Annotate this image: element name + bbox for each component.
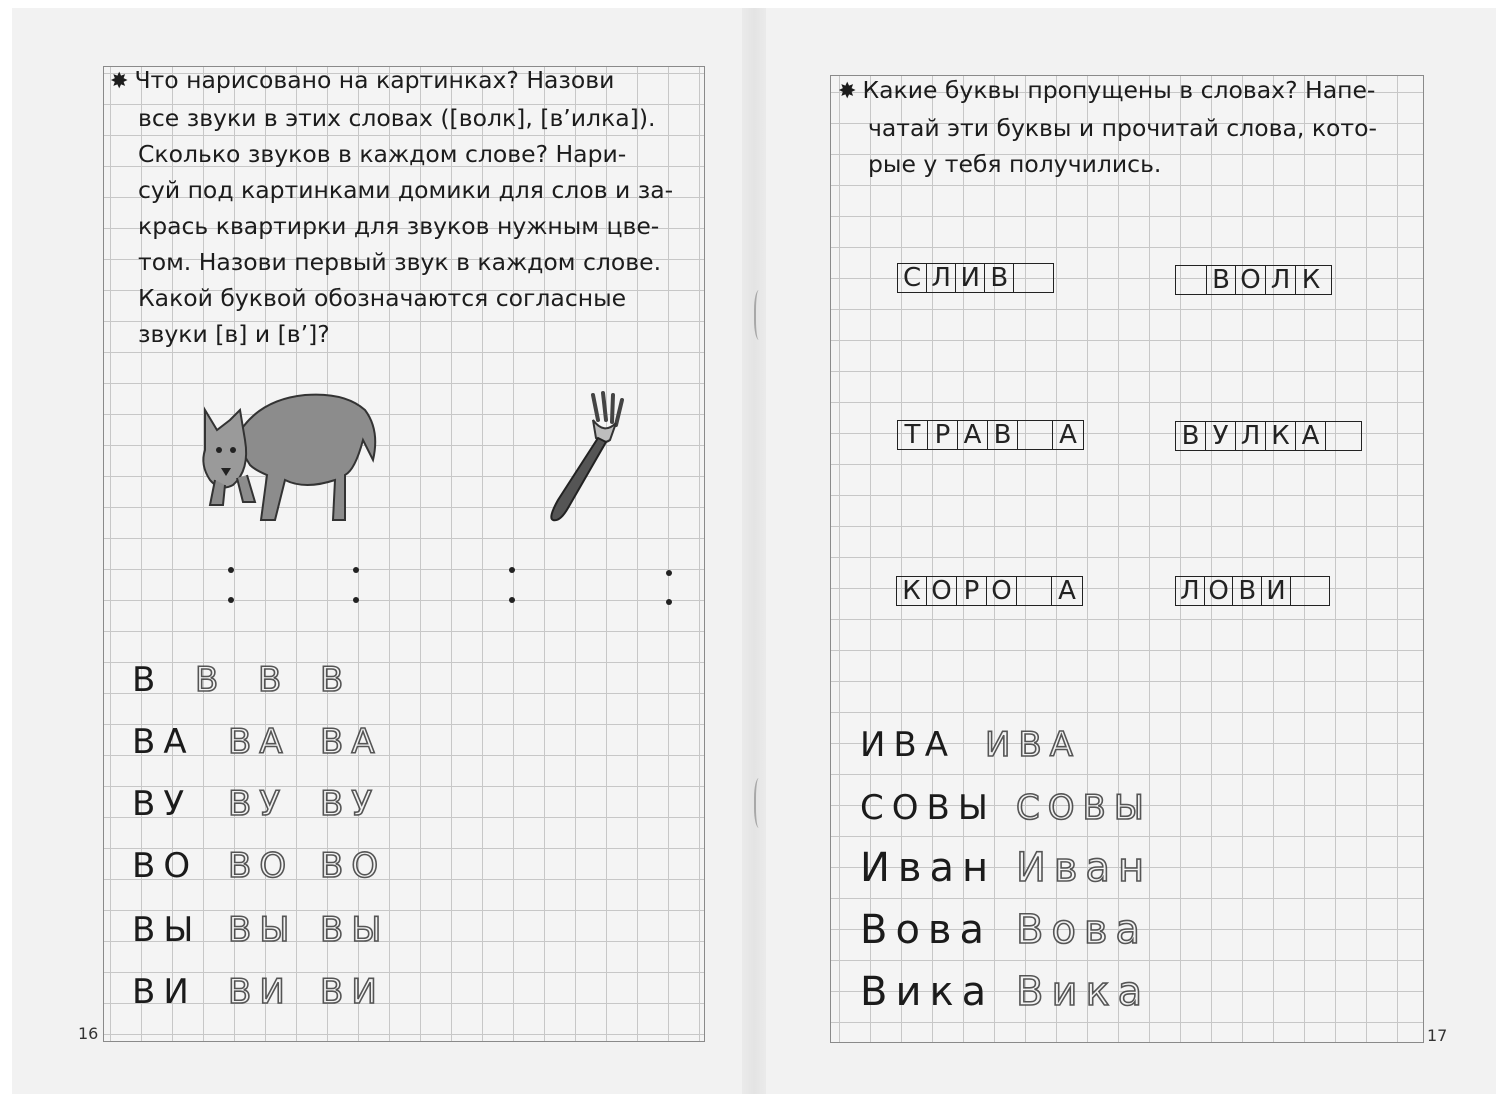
staple-top [754,290,766,340]
task-line: крась квартирки для звуков нужным цве- [138,212,660,240]
writing-row [132,660,163,700]
fork-illustration [538,390,628,525]
task-line: звуки [в] и [в’]? [138,320,330,348]
letter-cell: А [1296,422,1326,450]
letter-cell: Л [927,264,956,292]
page-number-right: 17 [1427,1026,1448,1045]
letter-cell: Л [1236,422,1266,450]
traced-syllable: ВУ [228,784,289,824]
letter-cell: О [927,577,957,605]
page-number-left: 16 [78,1024,99,1043]
traced-syllable: В [320,660,352,700]
sample-syllable: ВИ [132,972,197,1012]
sample-word: Вика [860,969,995,1015]
traced-syllable: ВЫ [228,910,298,950]
word-box [897,263,1054,293]
traced-word: Вика [1016,969,1151,1015]
letter-cell: А [1058,576,1076,606]
task-line: том. Назови первый звук в каждом слове. [138,248,662,276]
task-line: рые у тебя получились. [868,150,1162,178]
word-box [897,420,1084,450]
letter-cell: Л [1266,266,1296,294]
sample-syllable: ВА [132,722,195,762]
word-box [1175,265,1332,295]
letter-cell: Р [928,421,958,449]
traced-word: СОВЫ [1016,788,1152,828]
missing-letter-cell[interactable] [1017,577,1052,605]
traced-syllable: В [195,660,227,700]
traced-syllable: ВИ [228,972,293,1012]
missing-letter-cell[interactable] [1176,266,1206,294]
task-line: Что нарисовано на картинках? Назови [134,66,615,94]
letter-cell: К [1301,265,1321,295]
task-line: все звуки в этих словах ([волк], [в’илка]). [138,104,656,132]
letter-cell: А [1059,420,1077,450]
traced-word: Вова [1016,907,1148,953]
task-line: суй под картинками домики для слов и за- [138,176,674,204]
word-box [896,576,1083,606]
wolf-illustration [195,380,380,530]
letter-cell: О [1205,577,1234,605]
letter-cell: И [956,264,985,292]
sample-word: Иван [860,845,997,891]
letter-cell: Р [957,577,987,605]
star-icon: ✸ [110,69,129,94]
right-page-grid [830,75,1424,1043]
left-task-text [110,62,675,352]
word-box [1175,576,1330,606]
task-line: Сколько звуков в каждом слове? Нари- [138,140,627,168]
traced-syllable: ВО [320,846,387,886]
letter-cell: О [1236,266,1266,294]
letter-cell: В [985,264,1014,292]
missing-letter-cell[interactable] [1326,422,1361,450]
sample-word: СОВЫ [860,788,996,828]
letter-cell: В [1206,266,1236,294]
letter-cell: Л [1176,577,1205,605]
traced-syllable: ВО [228,846,295,886]
sample-syllable: ВЫ [132,910,202,950]
sample-word: ИВА [860,725,957,765]
missing-letter-cell[interactable] [1014,264,1053,292]
letter-cell: В [1233,577,1262,605]
letter-cell: В [988,421,1018,449]
letter-cell: К [897,577,927,605]
missing-letter-cell[interactable] [1291,577,1329,605]
staple-bottom [754,778,766,828]
letter-cell: У [1206,422,1236,450]
letter-cell: Т [898,421,928,449]
sample-word: Вова [860,907,992,953]
right-task-text [838,72,1398,182]
letter-cell: С [898,264,927,292]
sample-syllable: В [132,660,164,700]
sound-scheme-dots [220,560,680,610]
word-box [1175,421,1362,451]
letter-cell: А [958,421,988,449]
traced-syllable: ВА [320,722,383,762]
traced-syllable: ВУ [320,784,381,824]
star-icon: ✸ [838,79,857,104]
task-line: Какой буквой обозначаются согласные [138,284,627,312]
task-line: Какие буквы пропущены в словах? Напе- [862,76,1376,104]
letter-cell: В [1176,422,1206,450]
letter-cell: К [1266,422,1296,450]
traced-syllable: ВЫ [320,910,390,950]
missing-letter-cell[interactable] [1018,421,1053,449]
task-line: чатай эти буквы и прочитай слова, кото- [868,114,1377,142]
traced-syllable: ВА [228,722,291,762]
letter-cell: И [1262,577,1291,605]
traced-syllable: ВИ [320,972,385,1012]
letter-cell: О [987,577,1017,605]
book-spine [742,8,766,1094]
traced-syllable: В [258,660,290,700]
traced-word: ИВА [985,725,1082,765]
traced-word: Иван [1016,845,1153,891]
sample-syllable: ВУ [132,784,193,824]
sample-syllable: ВО [132,846,199,886]
